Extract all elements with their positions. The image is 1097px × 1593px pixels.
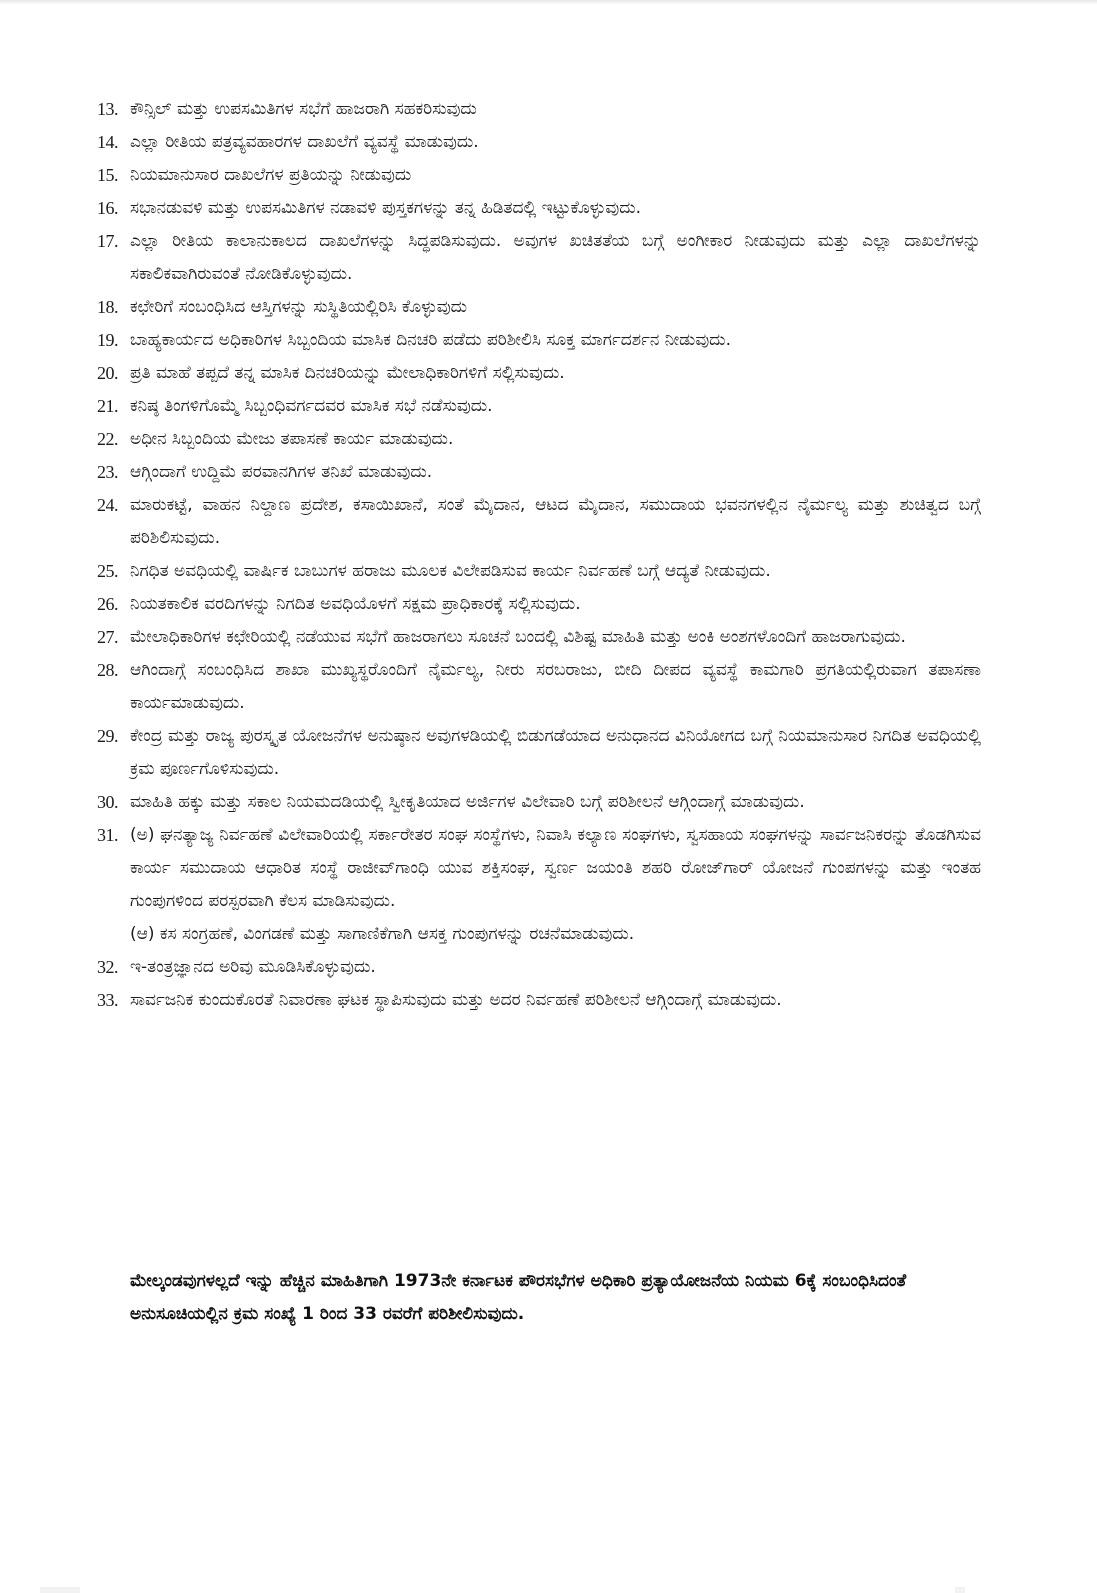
item-number: 19. xyxy=(97,330,118,350)
item-number: 29. xyxy=(97,726,118,746)
item-text: (ಅ) ಘನತ್ಯಾಜ್ಯ ನಿರ್ವಹಣೆ ವಿಲೇವಾರಿಯಲ್ಲಿ ಸರ್ಕಾರೇತರ ಸಂಘ ಸಂಸ್ಥೆಗಳು, ನಿವಾಸಿ ಕಲ್ಯಾಣ ಸಂಘಗಳು, ಸ್ವಸಹಾಯ ಸಂಘಗಳನ್ನು ಸಾರ್ವಜನಿಕರನ್ನು ತೊಡಗಿಸುವ ಕಾರ್ಯ ಸಮುದಾಯ ಆಧಾರಿತ ಸಂಸ್ಥೆ ರಾಜೀವ್‌ಗಾಂಧಿ ಯುವ ಶಕ್ತಿಸಂಘ, ಸ್ವರ್ಣ ಜಯಂತಿ ಶಹರಿ ರೋಜ್‌ಗಾರ್ ಯೋಜನೆ ಗುಂಪಗಳನ್ನು ಮತ್ತು ಇಂತಹ ಗುಂಪುಗಳಿಂದ ಪರಸ್ಪರವಾಗಿ ಕೆಲಸ ಮಾಡಿಸುವುದು. xyxy=(130,825,981,911)
item-text: ನಿಗಧಿತ ಅವಧಿಯಲ್ಲಿ ವಾರ್ಷಿಕ ಬಾಬುಗಳ ಹರಾಜು ಮೂಲಕ ವಿಲೇಪಡಿಸುವ ಕಾರ್ಯ ನಿರ್ವಹಣೆ ಬಗ್ಗೆ ಆದ್ಯತೆ ನೀಡುವುದು. xyxy=(130,561,771,581)
list-item xyxy=(97,423,981,456)
list-item xyxy=(97,357,981,390)
item-body xyxy=(130,588,981,621)
list-item xyxy=(97,588,981,621)
item-text: ನಿಯಮಾನುಸಾರ ದಾಖಲೆಗಳ ಪ್ರತಿಯನ್ನು ನೀಡುವುದು xyxy=(130,165,412,185)
item-body xyxy=(130,225,981,291)
item-text: ಆಗಿಂದಾಗ್ಗೆ ಸಂಬಂಧಿಸಿದ ಶಾಖಾ ಮುಖ್ಯಸ್ಥರೊಂದಿಗೆ ನೈರ್ಮಲ್ಯ, ನೀರು ಸರಬರಾಜು, ಬೀದಿ ದೀಪದ ವ್ಯವಸ್ಥೆ ಕಾಮಗಾರಿ ಪ್ರಗತಿಯಲ್ಲಿರುವಾಗ ತಪಾಸಣಾ ಕಾರ್ಯಮಾಡುವುದು. xyxy=(130,660,981,713)
item-number: 24. xyxy=(97,495,118,515)
item-body xyxy=(130,390,981,423)
item-number: 21. xyxy=(97,396,118,416)
item-number: 26. xyxy=(97,594,118,614)
item-text: ಸಾರ್ವಜನಿಕ ಕುಂದುಕೊರತೆ ನಿವಾರಣಾ ಘಟಕ ಸ್ಥಾಪಿಸುವುದು ಮತ್ತು ಅದರ ನಿರ್ವಹಣೆ ಪರಿಶೀಲನೆ ಆಗ್ಗಿಂದಾಗ್ಗೆ ಮಾಡುವುದು. xyxy=(130,990,782,1010)
item-number: 16. xyxy=(97,198,118,218)
item-number: 27. xyxy=(97,627,118,647)
list-item xyxy=(97,720,981,786)
item-text: (ಆ) ಕಸ ಸಂಗ್ರಹಣೆ, ವಿಂಗಡಣೆ ಮತ್ತು ಸಾಗಾಣಿಕೆಗಾಗಿ ಆಸಕ್ತ ಗುಂಪುಗಳನ್ನು ರಚನೆಮಾಡುವುದು. xyxy=(130,924,635,944)
list-item xyxy=(97,654,981,720)
item-text: ಇ-ತಂತ್ರಜ್ಞಾನದ ಅರಿವು ಮೂಡಿಸಿಕೊಳ್ಳುವುದು. xyxy=(130,957,376,977)
item-text: ಕೌನ್ಸಿಲ್ ಮತ್ತು ಉಪಸಮಿತಿಗಳ ಸಭೆಗೆ ಹಾಜರಾಗಿ ಸಹಕರಿಸುವುದು xyxy=(130,99,477,119)
closing-note xyxy=(130,1265,930,1331)
item-body xyxy=(130,93,981,126)
list-item xyxy=(97,621,981,654)
closing-note-text: ಮೇಲ್ಕಂಡವುಗಳಲ್ಲದೆ ಇನ್ನು ಹೆಚ್ಚಿನ ಮಾಹಿತಿಗಾಗಿ 1973ನೇ ಕರ್ನಾಟಕ ಪೌರಸಭೆಗಳ ಅಧಿಕಾರಿ ಪ್ರತ್ಯಾಯೋಜನೆಯ ನಿಯಮ 6ಕ್ಕೆ ಸಂಬಂಧಿಸಿದಂತೆ ಅನುಸೂಚಿಯಲ್ಲಿನ ಕ್ರಮ ಸಂಖ್ಯೆ 1 ರಿಂದ 33 ರವರೆಗೆ ಪರಿಶೀಲಿಸುವುದು. xyxy=(130,1271,907,1324)
list-item xyxy=(97,555,981,588)
item-number: 22. xyxy=(97,429,118,449)
item-body xyxy=(130,456,981,489)
item-body xyxy=(130,159,981,192)
item-text: ಅಧೀನ ಸಿಬ್ಬಂದಿಯ ಮೇಜು ತಪಾಸಣೆ ಕಾರ್ಯ ಮಾಡುವುದು. xyxy=(130,429,454,449)
item-number: 28. xyxy=(97,660,118,680)
item-body xyxy=(130,621,981,654)
scan-artifact xyxy=(955,1587,965,1593)
duty-list xyxy=(97,93,981,1017)
item-body xyxy=(130,192,981,225)
item-number: 20. xyxy=(97,363,118,383)
scan-top-edge xyxy=(0,0,1097,5)
item-number: 13. xyxy=(97,99,118,119)
item-text: ಆಗ್ಗಿಂದಾಗೆ ಉದ್ದಿಮೆ ಪರವಾನಗಿಗಳ ತನಿಖೆ ಮಾಡುವುದು. xyxy=(130,462,433,482)
item-number: 14. xyxy=(97,132,118,152)
list-item xyxy=(97,192,981,225)
item-text: ಕೇಂದ್ರ ಮತ್ತು ರಾಜ್ಯ ಪುರಸ್ಕೃತ ಯೋಜನೆಗಳ ಅನುಷ್ಠಾನ ಅವುಗಳಡಿಯಲ್ಲಿ ಬಿಡುಗಡೆಯಾದ ಅನುಧಾನದ ವಿನಿಯೋಗದ ಬಗ್ಗೆ ನಿಯಮಾನುಸಾರ ನಿಗದಿತ ಅವಧಿಯಲ್ಲಿ ಕ್ರಮ ಪೂರ್ಣಗೊಳಿಸುವುದು. xyxy=(130,726,981,779)
list-item xyxy=(97,225,981,291)
item-body xyxy=(130,324,981,357)
item-text: ಎಲ್ಲಾ ರೀತಿಯ ಪತ್ರವ್ಯವಹಾರಗಳ ದಾಖಲೆಗೆ ವ್ಯವಸ್ಥೆ ಮಾಡುವುದು. xyxy=(130,132,479,152)
item-number: 25. xyxy=(97,561,118,581)
list-item xyxy=(97,93,981,126)
item-text: ಮೇಲಾಧಿಕಾರಿಗಳ ಕಛೇರಿಯಲ್ಲಿ ನಡೆಯುವ ಸಭೆಗೆ ಹಾಜರಾಗಲು ಸೂಚನೆ ಬಂದಲ್ಲಿ ವಿಶಿಷ್ಟ ಮಾಹಿತಿ ಮತ್ತು ಅಂಕಿ ಅಂಶಗಳೊಂದಿಗೆ ಹಾಜರಾಗುವುದು. xyxy=(130,627,906,647)
item-text: ಕನಿಷ್ಠ ತಿಂಗಳಿಗೊಮ್ಮೆ ಸಿಬ್ಬಂಧಿವರ್ಗದವರ ಮಾಸಿಕ ಸಭೆ ನಡೆಸುವುದು. xyxy=(130,396,493,416)
item-number: 33. xyxy=(97,990,118,1010)
item-text: ನಿಯತಕಾಲಿಕ ವರದಿಗಳನ್ನು ನಿಗದಿತ ಅವಧಿಯೊಳಗೆ ಸಕ್ಷಮ ಪ್ರಾಧಿಕಾರಕ್ಕೆ ಸಲ್ಲಿಸುವುದು. xyxy=(130,594,581,614)
item-number: 18. xyxy=(97,297,118,317)
list-item xyxy=(97,159,981,192)
item-number: 23. xyxy=(97,462,118,482)
list-item xyxy=(97,291,981,324)
item-text: ಮಾರುಕಟ್ಟೆ, ವಾಹನ ನಿಲ್ದಾಣ ಪ್ರದೇಶ, ಕಸಾಯಿಖಾನೆ, ಸಂತೆ ಮೈದಾನ, ಆಟದ ಮೈದಾನ, ಸಮುದಾಯ ಭವನಗಳಲ್ಲಿನ ನೈರ್ಮಲ್ಯ ಮತ್ತು ಶುಚಿತ್ವದ ಬಗ್ಗೆ ಪರಿಶಿಲಿಸುವುದು. xyxy=(130,495,981,548)
list-item xyxy=(97,786,981,819)
item-body xyxy=(130,720,981,786)
item-number: 30. xyxy=(97,792,118,812)
item-text: ಬಾಹ್ಯಕಾರ್ಯದ ಅಧಿಕಾರಿಗಳ ಸಿಬ್ಬಂದಿಯ ಮಾಸಿಕ ದಿನಚರಿ ಪಡೆದು ಪರಿಶೀಲಿಸಿ ಸೂಕ್ತ ಮಾರ್ಗದರ್ಶನ ನೀಡುವುದು. xyxy=(130,330,731,350)
item-text: ಪ್ರತಿ ಮಾಹೆ ತಪ್ಪದೆ ತನ್ನ ಮಾಸಿಕ ದಿನಚರಿಯನ್ನು ಮೇಲಾಧಿಕಾರಿಗಳಿಗೆ ಸಲ್ಲಿಸುವುದು. xyxy=(130,363,565,383)
item-body xyxy=(130,555,981,588)
list-item xyxy=(97,456,981,489)
scan-artifact xyxy=(40,1587,80,1593)
list-item xyxy=(97,489,981,555)
item-body xyxy=(130,984,981,1017)
list-item xyxy=(97,324,981,357)
item-number: 17. xyxy=(97,231,118,251)
item-text: ಸಭಾನಡುವಳಿ ಮತ್ತು ಉಪಸಮಿತಿಗಳ ನಡಾವಳಿ ಪುಸ್ತಕಗಳನ್ನು ತನ್ನ ಹಿಡಿತದಲ್ಲಿ ಇಟ್ಟುಕೊಳ್ಳುವುದು. xyxy=(130,198,642,218)
item-body xyxy=(130,291,981,324)
list-item xyxy=(97,126,981,159)
item-body xyxy=(130,654,981,720)
item-number: 32. xyxy=(97,957,118,977)
document-page xyxy=(97,93,981,1017)
item-body xyxy=(130,819,981,951)
item-number: 15. xyxy=(97,165,118,185)
item-body xyxy=(130,357,981,390)
item-text: ಮಾಹಿತಿ ಹಕ್ಕು ಮತ್ತು ಸಕಾಲ ನಿಯಮದಡಿಯಲ್ಲಿ ಸ್ವೀಕೃತಿಯಾದ ಅರ್ಜಿಗಳ ವಿಲೇವಾರಿ ಬಗ್ಗೆ ಪರಿಶೀಲನೆ ಆಗ್ಗಿಂದಾಗ್ಗೆ ಮಾಡುವುದು. xyxy=(130,792,805,812)
list-item xyxy=(97,984,981,1017)
list-item xyxy=(97,390,981,423)
item-text: ಕಛೇರಿಗೆ ಸಂಬಂಧಿಸಿದ ಆಸ್ತಿಗಳನ್ನು ಸುಸ್ಥಿತಿಯಲ್ಲಿರಿಸಿ ಕೊಳ್ಳುವುದು xyxy=(130,297,468,317)
item-body xyxy=(130,126,981,159)
list-item xyxy=(97,951,981,984)
item-number: 31. xyxy=(97,825,118,845)
item-body xyxy=(130,786,981,819)
item-body xyxy=(130,423,981,456)
item-body xyxy=(130,489,981,555)
list-item xyxy=(97,819,981,951)
item-text: ಎಲ್ಲಾ ರೀತಿಯ ಕಾಲಾನುಕಾಲದ ದಾಖಲೆಗಳನ್ನು ಸಿದ್ಧಪಡಿಸುವುದು. ಅವುಗಳ ಖಚಿತತೆಯ ಬಗ್ಗೆ ಅಂಗೀಕಾರ ನೀಡುವುದು ಮತ್ತು ಎಲ್ಲಾ ದಾಖಲೆಗಳನ್ನು ಸಕಾಲಿಕವಾಗಿರುವಂತೆ ನೋಡಿಕೊಳ್ಳುವುದು. xyxy=(130,231,981,284)
item-body xyxy=(130,951,981,984)
